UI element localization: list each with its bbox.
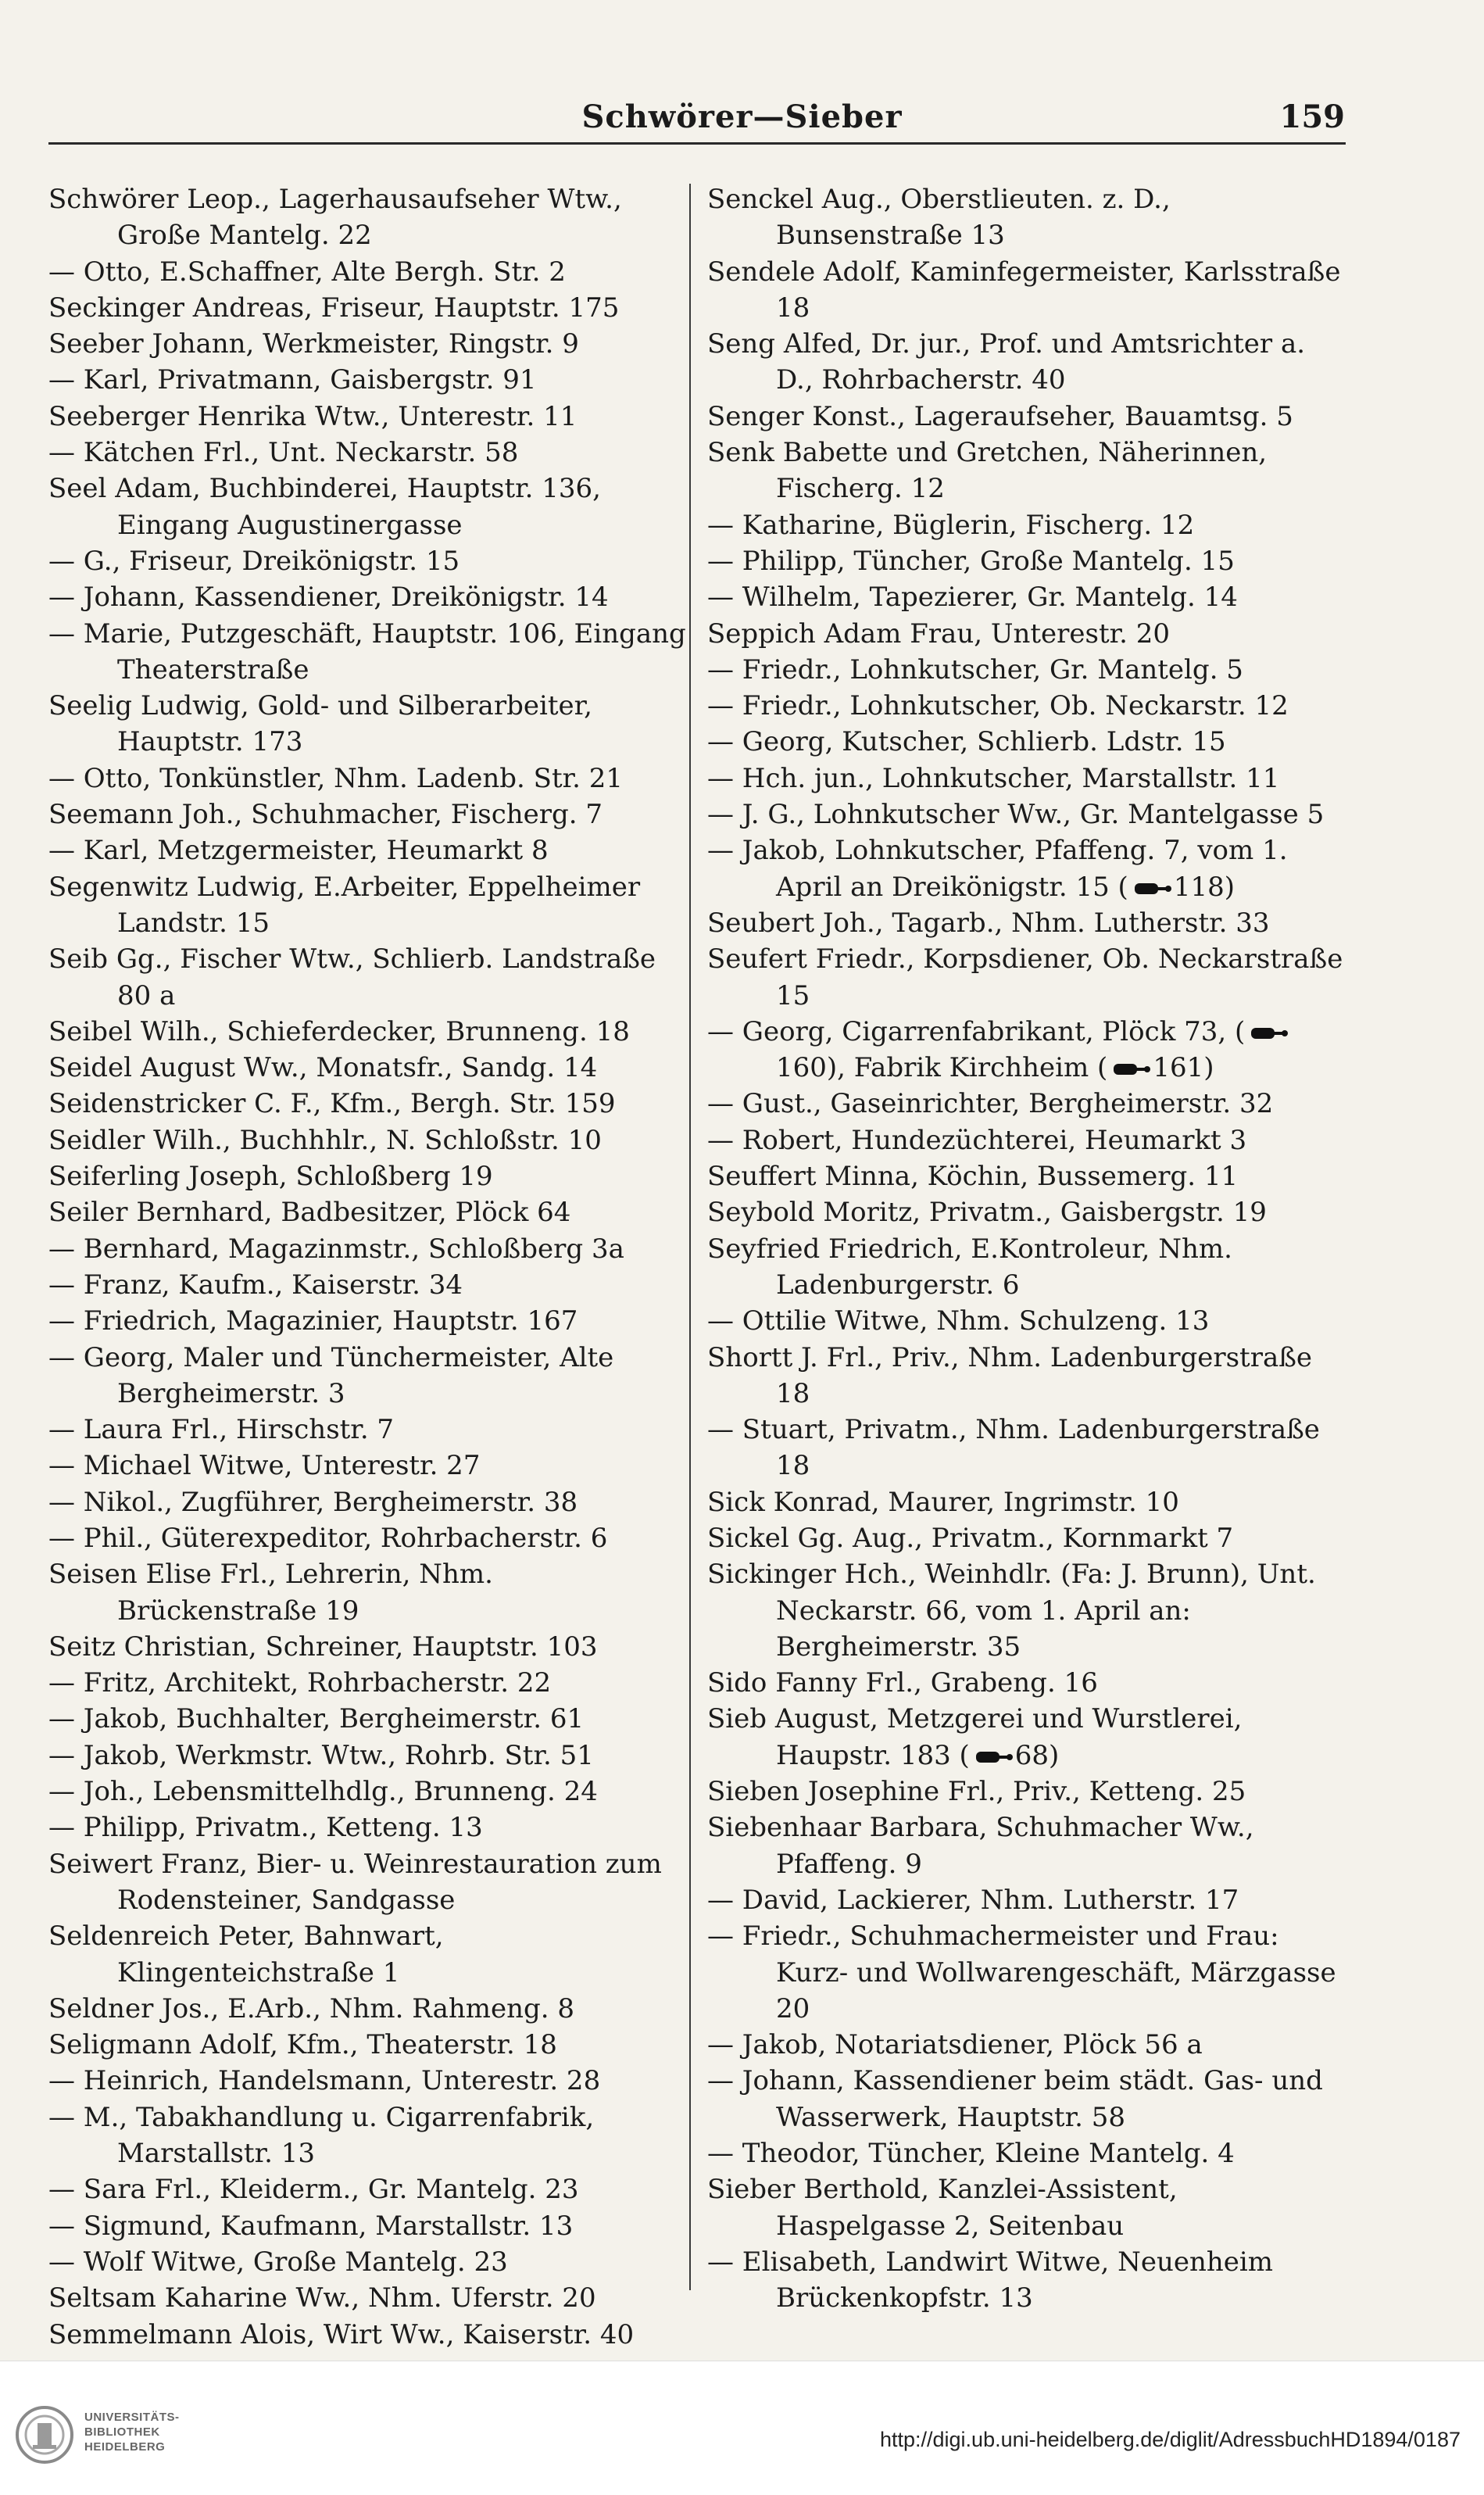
directory-entry: — Phil., Güterexpeditor, Rohrbacherstr. 6 [48, 1522, 608, 1554]
entry-text: — Robert, Hundezüchterei, Heumarkt 3 [707, 1124, 1247, 1156]
directory-entry [707, 435, 1346, 507]
directory-entry [707, 1340, 1346, 1412]
entry-text: Seppich Adam Frau, Unterestr. 20 [707, 617, 1171, 650]
directory-entry: — M., Tabakhandlung u. Cigarrenfabrik, Marstallstr. 13 [48, 2101, 595, 2170]
directory-entry: — Karl, Metzgermeister, Heumarkt 8 [48, 835, 549, 867]
entry-text: Sendele Adolf, Kaminfegermeister, Karlsstraße 18 [707, 256, 1341, 324]
entry-text: Sickinger Hch., Weinhdlr. (Fa: J. Brunn), Unt. Neckarstr. 66, vom 1. April an: Bergheimerstr. 35 [707, 1559, 1316, 1663]
source-url-link[interactable]: http://digi.ub.uni-heidelberg.de/diglit/AdressbuchHD1894/0187 [879, 2428, 1461, 2451]
directory-entry [707, 1810, 1346, 1882]
directory-entry [707, 941, 1346, 1014]
directory-entry [707, 2171, 1346, 2244]
digitization-footer [0, 2361, 1484, 2495]
entry-text: — Ottilie Witwe, Nhm. Schulzeng. 13 [707, 1305, 1210, 1337]
entry-text: 160), Fabrik Kirchheim ( [776, 1052, 1108, 1084]
entry-text: Sido Fanny Frl., Grabeng. 16 [707, 1667, 1098, 1699]
directory-entry: — Michael Witwe, Unterestr. 27 [48, 1450, 481, 1482]
directory-entry [707, 2027, 1346, 2063]
directory-entry: Semmelmann Alois, Wirt Ww., Kaiserstr. 40 [48, 2318, 635, 2350]
directory-entry [707, 1918, 1346, 2027]
directory-entry [707, 1701, 1346, 1774]
directory-entry: — Wolf Witwe, Große Mantelg. 23 [48, 2246, 508, 2278]
library-name-line: BIBLIOTHEK [84, 2425, 160, 2439]
directory-entry: Seltsam Kaharine Ww., Nhm. Uferstr. 20 [48, 2282, 596, 2314]
directory-entry [707, 2063, 1346, 2135]
entry-text: Seubert Joh., Tagarb., Nhm. Lutherstr. 33 [707, 907, 1270, 939]
directory-entry [707, 1086, 1346, 1122]
directory-entry: Seidel August Ww., Monatsfr., Sandg. 14 [48, 1052, 598, 1084]
entry-text: Senger Konst., Lageraufseher, Bauamtsg. 5 [707, 400, 1293, 432]
directory-entry: Seldner Jos., E.Arb., Nhm. Rahmeng. 8 [48, 1992, 575, 2024]
entry-text: Seuffert Minna, Köchin, Bussemerg. 11 [707, 1161, 1239, 1193]
directory-entry: Seiler Bernhard, Badbesitzer, Plöck 64 [48, 1197, 571, 1229]
directory-entry [707, 1158, 1346, 1194]
directory-entry: — Otto, E.Schaffner, Alte Bergh. Str. 2 [48, 256, 566, 288]
directory-entry [707, 1665, 1346, 1701]
directory-entry: — Sara Frl., Kleiderm., Gr. Mantelg. 23 [48, 2174, 579, 2206]
directory-entry: Seidler Wilh., Buchhhlr., N. Schloßstr. 10 [48, 1124, 602, 1156]
entry-text: — Friedr., Schuhmachermeister und Frau: Kurz- und Wollwarengeschäft, Märzgasse 20 [707, 1920, 1336, 2024]
telephone-icon [1109, 1061, 1151, 1078]
directory-entry: Seisen Elise Frl., Lehrerin, Nhm. Brückenstraße 19 [48, 1559, 493, 1627]
entry-text: — Philipp, Tüncher, Große Mantelg. 15 [707, 545, 1235, 577]
directory-entry [707, 761, 1346, 796]
directory-entry: Seib Gg., Fischer Wtw., Schlierb. Landstraße 80 a [48, 943, 656, 1011]
directory-entry: — Nikol., Zugführer, Bergheimerstr. 38 [48, 1486, 578, 1518]
column-divider [689, 184, 691, 2290]
directory-entry [707, 507, 1346, 543]
directory-entry: — Johann, Kassendiener, Dreikönigstr. 14 [48, 582, 609, 614]
entry-text: Sick Konrad, Maurer, Ingrimstr. 10 [707, 1486, 1179, 1518]
entry-text: — Katharine, Büglerin, Fischerg. 12 [707, 509, 1195, 541]
directory-entry: — Joh., Lebensmittelhdlg., Brunneng. 24 [48, 1776, 598, 1808]
entry-text: — Friedr., Lohnkutscher, Gr. Mantelg. 5 [707, 653, 1243, 685]
directory-entry: Seelig Ludwig, Gold- und Silberarbeiter, Hauptstr. 173 [48, 690, 592, 758]
telephone-icon [1246, 1025, 1289, 1042]
entry-text: — Stuart, Privatm., Nhm. Ladenburgerstraße 18 [707, 1414, 1320, 1482]
directory-entry [707, 1303, 1346, 1339]
directory-entry: Seidenstricker C. F., Kfm., Bergh. Str. 159 [48, 1088, 616, 1120]
directory-entry: — Bernhard, Magazinmstr., Schloßberg 3a [48, 1233, 624, 1265]
telephone-icon [971, 1749, 1014, 1766]
library-name [84, 2410, 180, 2454]
directory-entry [707, 1231, 1346, 1304]
directory-entry [707, 616, 1346, 652]
entry-text: Seufert Friedr., Korpsdiener, Ob. Neckarstraße 15 [707, 943, 1343, 1011]
directory-entry [707, 1520, 1346, 1556]
directory-entry: Schwörer Leop., Lagerhausaufseher Wtw., Große Mantelg. 22 [48, 184, 622, 252]
directory-entry [707, 2135, 1346, 2171]
page-number: 159 [1279, 98, 1345, 135]
entry-text: — Georg, Kutscher, Schlierb. Ldstr. 15 [707, 726, 1226, 758]
entry-text: — Gust., Gaseinrichter, Bergheimerstr. 32 [707, 1088, 1274, 1120]
directory-entry: Seldenreich Peter, Bahnwart, Klingenteichstraße 1 [48, 1920, 444, 1988]
entry-text: Seng Alfed, Dr. jur., Prof. und Amtsrichter a. D., Rohrbacherstr. 40 [707, 328, 1306, 396]
directory-entry [707, 1194, 1346, 1230]
directory-entry: Seemann Joh., Schuhmacher, Fischerg. 7 [48, 799, 603, 831]
entry-text: — Theodor, Tüncher, Kleine Mantelg. 4 [707, 2138, 1235, 2170]
library-name-line: UNIVERSITÄTS- [84, 2411, 180, 2424]
directory-entry: — Karl, Privatmann, Gaisbergstr. 91 [48, 364, 537, 396]
directory-entry: Seiwert Franz, Bier- u. Weinrestauration zum Rodensteiner, Sandgasse [48, 1848, 662, 1916]
directory-entry: Seeber Johann, Werkmeister, Ringstr. 9 [48, 328, 579, 360]
directory-entry [707, 832, 1346, 905]
directory-entry: Seeberger Henrika Wtw., Unterestr. 11 [48, 400, 578, 432]
directory-entry: Segenwitz Ludwig, E.Arbeiter, Eppelheimer Landstr. 15 [48, 871, 641, 939]
directory-entry: — Jakob, Werkmstr. Wtw., Rohrb. Str. 51 [48, 1739, 594, 1771]
entry-text: Sieb August, Metzgerei und Wurstlerei, Haupstr. 183 ( [707, 1703, 1243, 1771]
directory-entry [707, 724, 1346, 760]
directory-entry: Seel Adam, Buchbinderei, Hauptstr. 136, Eingang Augustinergasse [48, 473, 601, 541]
directory-entry [707, 1882, 1346, 1918]
entry-text: 118) [1173, 871, 1235, 903]
entry-text: Senk Babette und Gretchen, Näherinnen, Fischerg. 12 [707, 437, 1268, 505]
entry-text: Sieben Josephine Frl., Priv., Ketteng. 25 [707, 1776, 1246, 1808]
directory-entry: — Heinrich, Handelsmann, Unterestr. 28 [48, 2065, 601, 2097]
header-rule [48, 142, 1346, 145]
directory-entry [707, 1122, 1346, 1158]
entry-text: 68) [1014, 1739, 1060, 1771]
right-column [707, 181, 1346, 2317]
entry-text: Seybold Moritz, Privatm., Gaisbergstr. 19 [707, 1197, 1267, 1229]
entry-text: — J. G., Lohnkutscher Ww., Gr. Mantelgasse 5 [707, 799, 1325, 831]
directory-entry: — Marie, Putzgeschäft, Hauptstr. 106, Eingang Theaterstraße [48, 617, 686, 685]
directory-entry: — Sigmund, Kaufmann, Marstallstr. 13 [48, 2210, 574, 2242]
directory-entry [707, 1014, 1346, 1086]
entry-text: — David, Lackierer, Nhm. Lutherstr. 17 [707, 1884, 1239, 1916]
directory-entry: Seckinger Andreas, Friseur, Hauptstr. 175 [48, 292, 620, 324]
running-head [0, 92, 1484, 139]
entry-text: — Hch. jun., Lohnkutscher, Marstallstr. 11 [707, 762, 1280, 794]
directory-entry: — G., Friseur, Dreikönigstr. 15 [48, 545, 460, 577]
entry-text: — Wilhelm, Tapezierer, Gr. Mantelg. 14 [707, 582, 1238, 614]
directory-entry [707, 1484, 1346, 1520]
directory-entry [707, 579, 1346, 615]
directory-entry [707, 1774, 1346, 1810]
directory-entry [707, 905, 1346, 941]
entry-text: Siebenhaar Barbara, Schuhmacher Ww., Pfaffeng. 9 [707, 1812, 1254, 1880]
directory-entry: Seibel Wilh., Schieferdecker, Brunneng. 18 [48, 1015, 630, 1047]
entry-text: Sickel Gg. Aug., Privatm., Kornmarkt 7 [707, 1522, 1234, 1554]
directory-entry [707, 652, 1346, 688]
directory-entry [707, 1556, 1346, 1665]
directory-entry: — Fritz, Architekt, Rohrbacherstr. 22 [48, 1667, 552, 1699]
directory-entry [707, 688, 1346, 724]
entry-text: 161) [1153, 1052, 1214, 1084]
directory-entry: — Laura Frl., Hirschstr. 7 [48, 1414, 395, 1446]
university-library-logo-icon [14, 2404, 75, 2465]
directory-entry [707, 326, 1346, 399]
entry-text: Shortt J. Frl., Priv., Nhm. Ladenburgerstraße 18 [707, 1341, 1313, 1409]
directory-entry: — Friedrich, Magazinier, Hauptstr. 167 [48, 1305, 578, 1337]
directory-entry [707, 1412, 1346, 1484]
entry-text: — Jakob, Notariatsdiener, Plöck 56 a [707, 2029, 1203, 2061]
directory-entry [707, 543, 1346, 579]
directory-entry: — Georg, Maler und Tünchermeister, Alte Bergheimerstr. 3 [48, 1341, 614, 1409]
entry-text: — Friedr., Lohnkutscher, Ob. Neckarstr. 12 [707, 690, 1289, 722]
directory-entry: Seiferling Joseph, Schloßberg 19 [48, 1161, 493, 1193]
directory-entry: Seitz Christian, Schreiner, Hauptstr. 103 [48, 1631, 598, 1663]
directory-entry [707, 399, 1346, 435]
directory-entry [707, 181, 1346, 254]
directory-entry [707, 254, 1346, 327]
directory-entry: — Philipp, Privatm., Ketteng. 13 [48, 1812, 483, 1844]
entry-text: — Elisabeth, Landwirt Witwe, Neuenheim Brückenkopfstr. 13 [707, 2246, 1274, 2314]
directory-entry: — Jakob, Buchhalter, Bergheimerstr. 61 [48, 1703, 585, 1735]
entry-text: — Georg, Cigarrenfabrikant, Plöck 73, ( [707, 1015, 1246, 1047]
page-header-title: Schwörer—Sieber [581, 98, 903, 135]
directory-entry [707, 2244, 1346, 2317]
library-name-line: HEIDELBERG [84, 2440, 166, 2454]
entry-text: — Jakob, Lohnkutscher, Pfaffeng. 7, vom 1. April an Dreikönigstr. 15 ( [707, 835, 1288, 903]
telephone-icon [1130, 880, 1172, 897]
directory-entry [707, 796, 1346, 832]
entry-text: Seyfried Friedrich, E.Kontroleur, Nhm. Ladenburgerstr. 6 [707, 1233, 1232, 1301]
directory-entry: — Otto, Tonkünstler, Nhm. Ladenb. Str. 21 [48, 762, 624, 794]
entry-text: Sieber Berthold, Kanzlei-Assistent, Haspelgasse 2, Seitenbau [707, 2174, 1178, 2242]
entry-text: Senckel Aug., Oberstlieuten. z. D., Bunsenstraße 13 [707, 184, 1171, 252]
left-column [48, 181, 688, 2353]
entry-text: — Johann, Kassendiener beim städt. Gas- und Wasserwerk, Hauptstr. 58 [707, 2065, 1323, 2133]
directory-entry: — Franz, Kaufm., Kaiserstr. 34 [48, 1269, 463, 1301]
directory-entry: Seligmann Adolf, Kfm., Theaterstr. 18 [48, 2029, 557, 2061]
directory-entry: — Kätchen Frl., Unt. Neckarstr. 58 [48, 437, 519, 469]
